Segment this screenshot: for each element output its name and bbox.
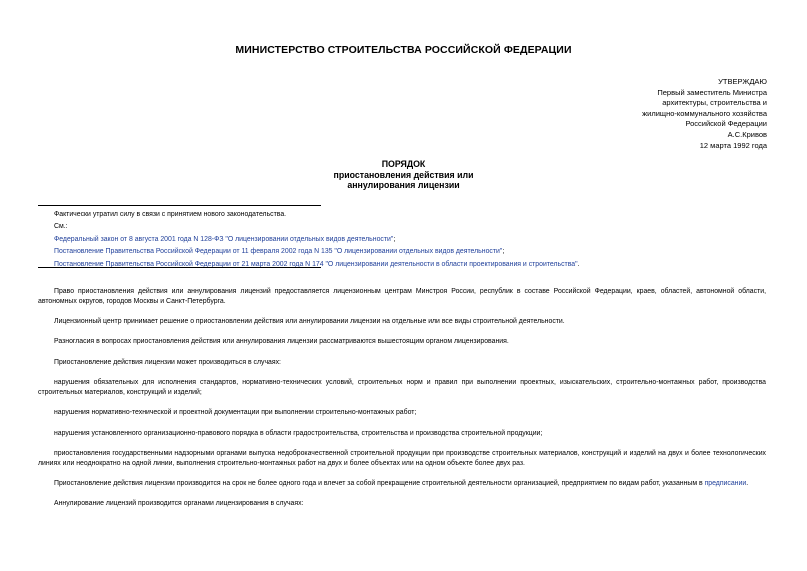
body-paragraph: Лицензионный центр принимает решение о приостановлении действия или аннулировании лицензии на отдельные или все виды строительной деятельности. <box>54 317 565 325</box>
ministry-heading: МИНИСТЕРСТВО СТРОИТЕЛЬСТВА РОССИЙСКОЙ ФЕДЕРАЦИИ <box>235 44 572 56</box>
separator: ; <box>502 248 505 256</box>
title-line: аннулирования лицензии <box>347 180 460 190</box>
note-top-divider <box>38 205 321 206</box>
title-line: ПОРЯДОК <box>381 159 426 169</box>
body-paragraph: Право приостановления действия или аннулирования лицензий предоставляется лицензионным центрам Минстроя России, республик в составе Российской Федерации, краев, областей, автономной области, автономных округов, городов Москвы и Санкт-Петербурга. <box>38 288 766 305</box>
body-paragraph: Приостановление действия лицензии может производиться в случаях: <box>54 358 281 366</box>
editorial-note <box>54 209 580 271</box>
note-bottom-divider <box>38 267 321 268</box>
body-paragraph: Разногласия в вопросах приостановления действия или аннулирования лицензии рассматриваются вышестоящим органом лицензирования. <box>54 338 509 346</box>
note-reference <box>54 234 580 246</box>
approval-position-line: жилищно-коммунального хозяйства <box>642 108 767 118</box>
note-status: Фактически утратил силу в связи с принятием нового законодательства. <box>54 211 287 218</box>
note-reference <box>54 259 580 271</box>
paragraph-end: . <box>746 479 749 487</box>
reference-link-resolution-135[interactable]: Постановление Правительства Российской Федерации от 11 февраля 2002 года N 135 "О лицензировании отдельных видов деятельности" <box>54 248 503 256</box>
separator: ; <box>393 235 396 243</box>
reference-link-law-128[interactable]: Федеральный закон от 8 августа 2001 года N 128-ФЗ "О лицензировании отдельных видов деятельности" <box>54 235 394 243</box>
body-paragraph: нарушения нормативно-технической и проектной документации при выполнении строительно-монтажных работ; <box>54 409 417 417</box>
note-see-label: См.: <box>54 223 68 231</box>
document-body <box>38 287 766 520</box>
body-paragraph: приостановления государственными надзорными органами выпуска недоброкачественной строительной продукции при производстве строительных материалов, конструкций и изделий на двух и более технологических линиях или неоднократно на одной линии, выполнения строительно-монтажных работ на двух и более объектах или на одном объекте более двух раз. <box>38 449 766 467</box>
body-paragraph: нарушения установленного организационно-правового порядка в области градостроительства, строительства и производства строительной продукции; <box>54 429 543 437</box>
approval-position-line: архитектуры, строительства и <box>662 98 767 108</box>
document-title <box>0 159 807 191</box>
order-link[interactable]: предписании <box>704 479 747 487</box>
note-reference <box>54 246 580 258</box>
approval-date: 12 марта 1992 года <box>699 140 767 150</box>
approval-block <box>642 77 767 151</box>
body-paragraph: нарушения обязательных для исполнения стандартов, нормативно-технических условий, строительных норм и правил при выполнении проектных, изыскательских, строительно-монтажных работ, производства строительных материалов, конструкций и изделий; <box>38 379 766 396</box>
reference-link-resolution-174[interactable]: Постановление Правительства Российской Федерации от 21 марта 2002 года N 174 "О лицензировании деятельности в области проектирования и строительства" <box>54 260 578 268</box>
approval-signatory: А.С.Кривов <box>727 129 767 139</box>
title-line: приостановления действия или <box>333 169 474 180</box>
approval-position-line: Первый заместитель Министра <box>657 87 767 97</box>
separator: . <box>577 260 580 268</box>
approval-label: УТВЕРЖДАЮ <box>718 77 767 86</box>
approval-position-line: Российской Федерации <box>685 119 767 129</box>
body-paragraph <box>38 479 766 489</box>
body-paragraph: Аннулирование лицензий производится органами лицензирования в случаях: <box>54 500 304 508</box>
paragraph-text: Приостановление действия лицензии производится на срок не более одного года и влечет за собой прекращение строительной деятельности организацией, предприятием по видам работ, указанным в <box>54 479 705 487</box>
